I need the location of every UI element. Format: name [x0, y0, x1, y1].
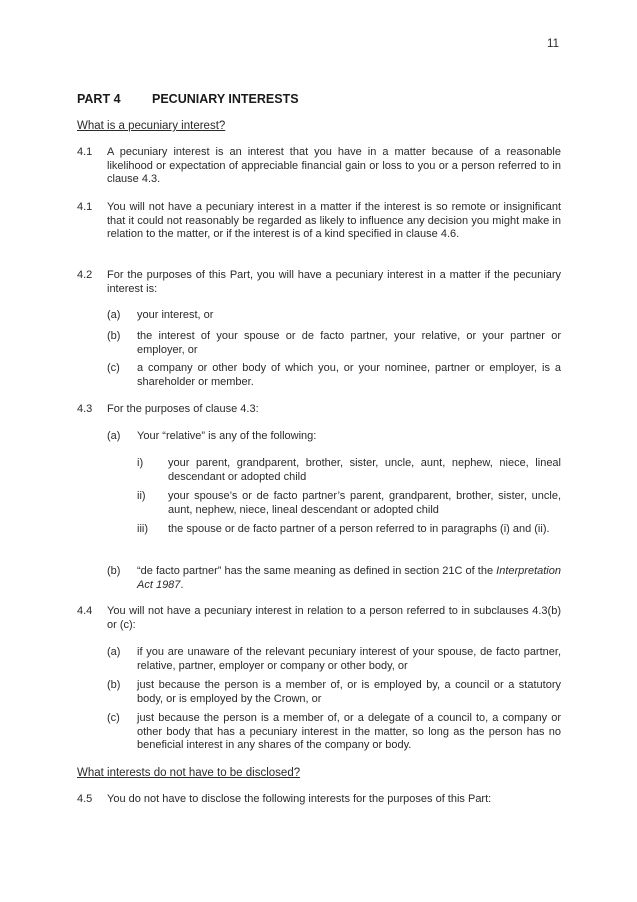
subclause-label: (b) [107, 565, 121, 577]
clause-number: 4.4 [77, 605, 93, 617]
subclause-item [137, 457, 561, 484]
clause-text: You will not have a pecuniary interest in a matter if the interest is so remote or insignificant that it could not reasonably be regarded as likely to influence any decision you might make in relation to the matter, or if the interest is of a kind specified in clause 4.6. [107, 201, 561, 241]
item-label: ii) [137, 490, 146, 502]
subclause-label: (b) [107, 330, 121, 342]
subclause-text: just because the person is a member of, or is employed by, a council or a statutory body, or is employed by the Crown, or [137, 679, 561, 705]
section-heading: What interests do not have to be disclosed? [77, 767, 301, 779]
clause [77, 605, 561, 632]
subclause-text: Your “relative” is any of the following: [137, 430, 317, 442]
subclause [107, 430, 561, 444]
clause-text: You do not have to disclose the following interests for the purposes of this Part: [107, 793, 492, 805]
subclause [107, 679, 561, 706]
subclause-text: your interest, or [137, 309, 214, 321]
subclause-text: if you are unaware of the relevant pecuniary interest of your spouse, de facto partner, relative, partner, employer or company or other body, or [137, 646, 561, 672]
subclause-text-part: “de facto partner” has the same meaning as defined in section 21C of the [137, 565, 497, 577]
statute-name: Interpretation Act 1987 [137, 565, 561, 591]
subclause [107, 309, 561, 323]
item-label: i) [137, 457, 144, 469]
subclause-label: (a) [107, 309, 121, 321]
clause-text: A pecuniary interest is an interest that you have in a matter because of a reasonable likelihood or expectation of appreciable financial gain or loss to you or a person referred to in clause 4.3. [107, 146, 561, 186]
subclause [107, 362, 561, 389]
subclause-text: the interest of your spouse or de facto partner, your relative, or your partner or employer, or [137, 330, 561, 356]
clause [77, 201, 561, 242]
subclause-item [137, 523, 561, 537]
subclause-text: just because the person is a member of, or a delegate of a council to, a company or other body that has a pecuniary interest in the matter, so long as the person has no beneficial interest in any shares of the company or body. [137, 712, 561, 752]
subclause-text: a company or other body of which you, or your nominee, partner or employer, is a shareholder or member. [137, 362, 561, 388]
item-text: your spouse’s or de facto partner’s parent, grandparent, brother, sister, uncle, aunt, nephew, niece, lineal descendant or adopted child [168, 490, 561, 516]
subclause [107, 565, 561, 592]
subclause-label: (c) [107, 362, 120, 374]
clause-number: 4.1 [77, 201, 93, 213]
clause-text: For the purposes of this Part, you will have a pecuniary interest in a matter if the pecuniary interest is: [107, 269, 561, 295]
subclause-text [137, 565, 561, 592]
clause-number: 4.2 [77, 269, 93, 281]
subclause [107, 330, 561, 357]
subclause-label: (b) [107, 679, 121, 691]
subclause-label: (a) [107, 646, 121, 658]
clause-text: You will not have a pecuniary interest in relation to a person referred to in subclauses 4.3(b) or (c): [107, 605, 561, 631]
subclause [107, 712, 561, 753]
item-text: the spouse or de facto partner of a person referred to in paragraphs (i) and (ii). [168, 523, 550, 535]
clause [77, 403, 561, 417]
clause-number: 4.3 [77, 403, 93, 415]
part-title: PECUNIARY INTERESTS [152, 92, 299, 106]
subclause-item [137, 490, 561, 517]
item-label: iii) [137, 523, 148, 535]
clause-text: For the purposes of clause 4.3: [107, 403, 259, 415]
subclause-label: (a) [107, 430, 121, 442]
item-text: your parent, grandparent, brother, sister, uncle, aunt, nephew, niece, lineal descendant or adopted child [168, 457, 561, 483]
subclause [107, 646, 561, 673]
clause [77, 146, 561, 187]
clause-number: 4.5 [77, 793, 93, 805]
part-number: PART 4 [77, 92, 121, 106]
subclause-label: (c) [107, 712, 120, 724]
subclause-text-end: . [180, 578, 184, 591]
section-heading: What is a pecuniary interest? [77, 120, 226, 132]
clause [77, 269, 561, 296]
part-heading [77, 92, 299, 106]
clause-number: 4.1 [77, 146, 93, 158]
page-number: 11 [547, 38, 559, 50]
clause [77, 793, 561, 807]
